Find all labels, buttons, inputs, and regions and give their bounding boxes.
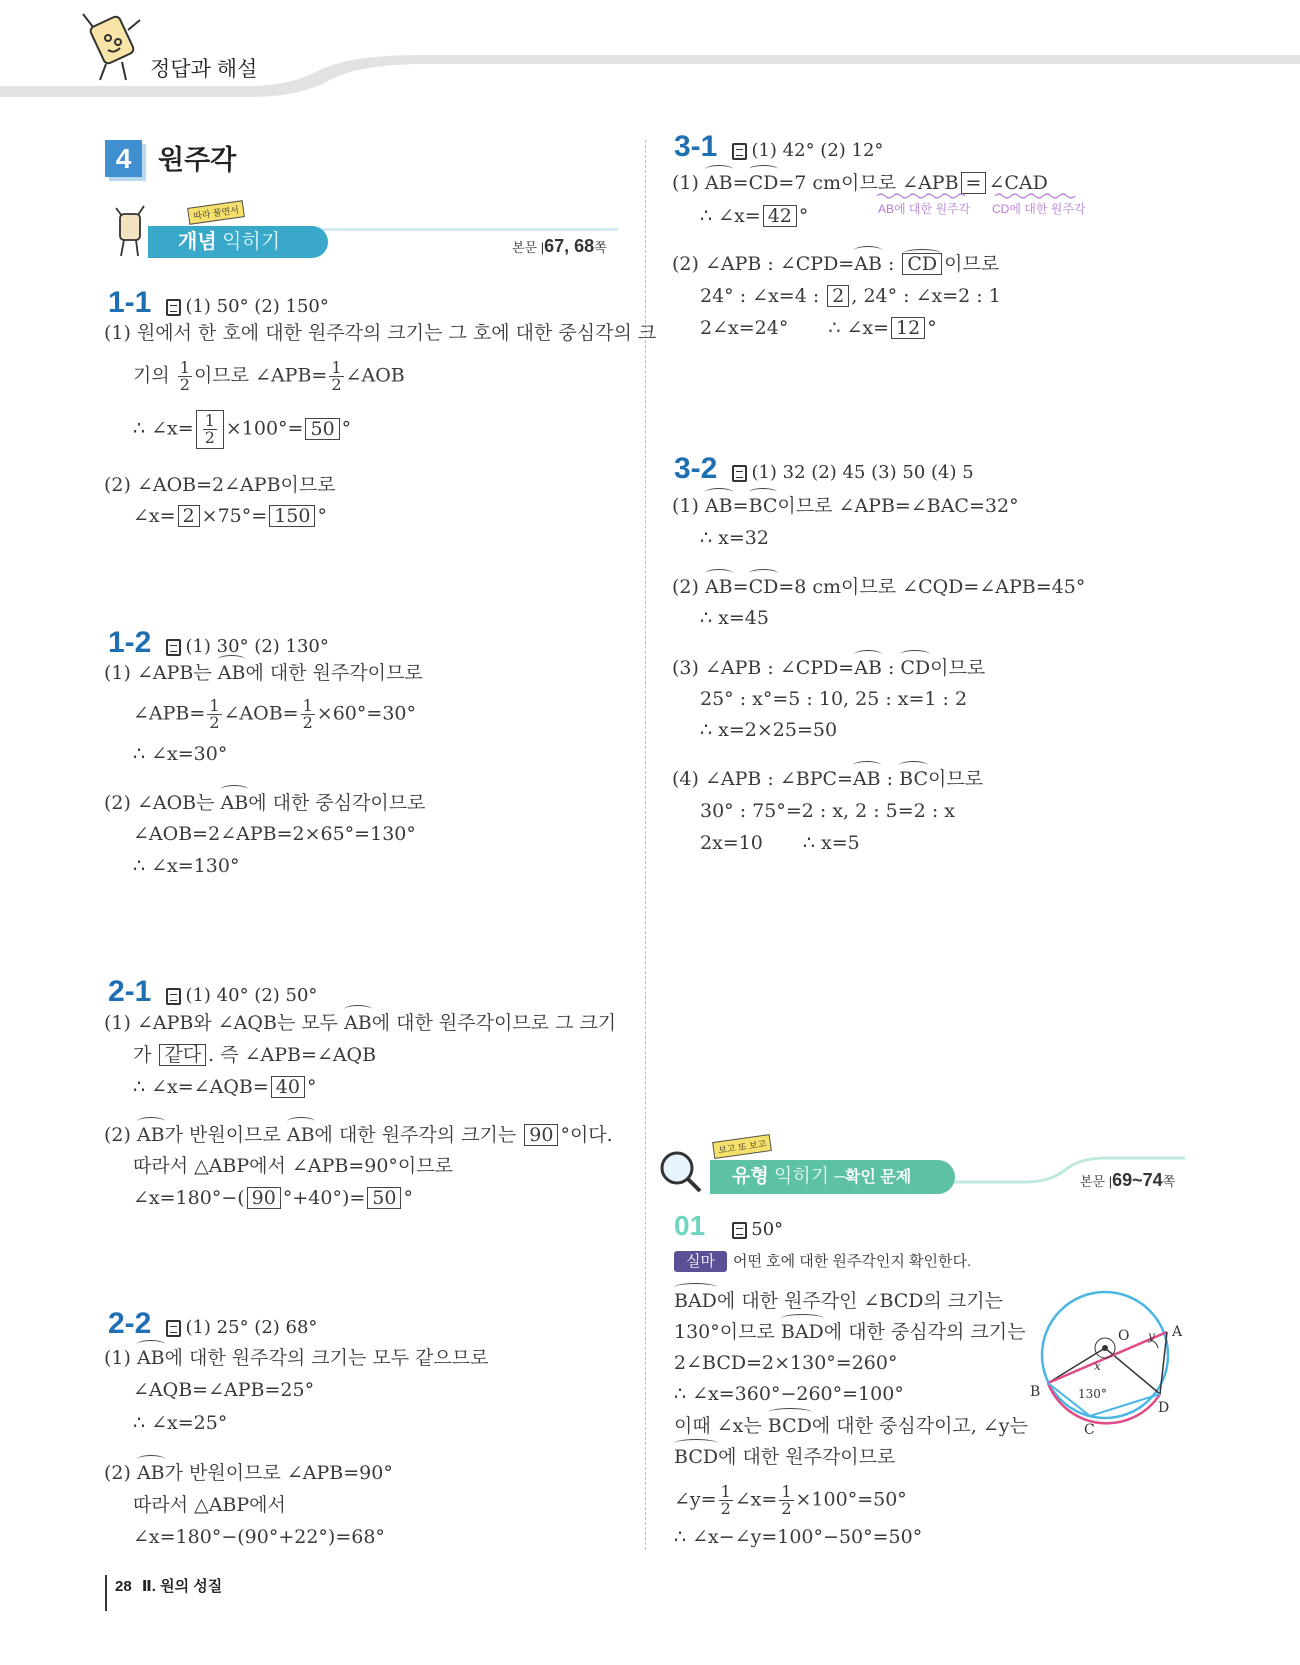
text-line: ∠AQB=∠APB=25° [133, 1379, 315, 1401]
banner-tag: 따라 풀면서 [187, 200, 245, 225]
banner2-ref: 본문 |69~74쪽 [1080, 1170, 1176, 1190]
problem-number: 01 [674, 1210, 706, 1241]
answer-text: (1) 32 (2) 45 (3) 50 (4) 5 [751, 462, 974, 483]
answer-icon [166, 299, 181, 316]
text-line: ∴ ∠x= $\frac{1}{2}$ ×100°= 50 ° [133, 411, 352, 447]
annotation-note: CD에 대한 원주각 [992, 202, 1086, 216]
mascot-icon [78, 2, 148, 82]
section-number-badge: 4 [105, 140, 142, 177]
answer-text: (1) 50° (2) 150° [185, 296, 329, 317]
figure-label: C [1084, 1422, 1095, 1438]
banner1-ref: 본문 |67, 68쪽 [512, 236, 607, 256]
answer-text: (1) 42° (2) 12° [751, 140, 884, 161]
text-line: ∴ x=2×25=50 [700, 719, 838, 741]
text-line: ∠AOB=2∠APB=2×65°=130° [133, 823, 416, 845]
figure-label: D [1158, 1400, 1170, 1416]
text-line: ∴ ∠x=30° [133, 743, 228, 765]
text-line: 이때 ∠x는 BCD에 대한 중심각이고, ∠y는 [674, 1415, 1028, 1437]
answer-text: (1) 25° (2) 68° [185, 1317, 318, 1338]
text-line: (2) ∠AOB는 AB에 대한 중심각이므로 [104, 792, 426, 814]
text-line: 2x=10 ∴ x=5 [700, 832, 860, 854]
text-line: (2) AB=CD=8 cm이므로 ∠CQD=∠APB=45° [672, 576, 1086, 598]
problem-number: 1-1 [108, 286, 152, 319]
page-number: 28 [115, 1578, 132, 1595]
text-line: (1) AB=BC이므로 ∠APB=∠BAC=32° [672, 495, 1019, 517]
text-line: BCD에 대한 원주각이므로 [674, 1446, 896, 1468]
text-line: ∴ x=45 [700, 607, 769, 629]
problem-number: 2-2 [108, 1307, 152, 1340]
tip-text: 어떤 호에 대한 원주각인지 확인한다. [732, 1253, 972, 1270]
text-line: (2) AB가 반원이므로 AB에 대한 원주각의 크기는 90 °이다. [104, 1124, 613, 1146]
text-line: (3) ∠APB : ∠CPD=AB : CD이므로 [672, 657, 986, 679]
text-line: 기의 $\frac{1}{2}$ 이므로 ∠APB= $\frac{1}{2}$ ∠AOB [133, 358, 405, 394]
header-title: 정답과 해설 [150, 58, 258, 81]
text-line: (4) ∠APB : ∠BPC=AB : BC이므로 [672, 768, 984, 790]
circle-figure [1030, 1280, 1200, 1440]
text-line: ∴ ∠x= 42 ° [700, 205, 809, 227]
footer [105, 1575, 222, 1611]
text-line: (1) 원에서 한 호에 대한 원주각의 크기는 그 호에 대한 중심각의 크 [104, 322, 657, 344]
annotation-note: AB에 대한 원주각 [878, 202, 971, 216]
text-line: ∴ ∠x=130° [133, 855, 240, 877]
text-line: (2) AB가 반원이므로 ∠APB=90° [104, 1462, 393, 1484]
figure-label: B [1030, 1384, 1041, 1400]
text-line: ∠x=180°−( 90 °+40°)= 50 ° [133, 1187, 413, 1209]
text-line: ∴ ∠x−∠y=100°−50°=50° [674, 1526, 923, 1548]
answer-text: (1) 40° (2) 50° [185, 985, 318, 1006]
problem-number: 3-2 [674, 452, 718, 485]
text-line: 따라서 △ABP에서 [133, 1494, 286, 1516]
banner-pill: 유형 익히기 –확인 문제 [710, 1160, 955, 1194]
text-line: (1) AB=CD=7 cm이므로 ∠APB = ∠CAD [672, 172, 1048, 194]
header-band [0, 0, 1300, 100]
figure-label: 130° [1078, 1387, 1107, 1401]
chapter-label: Ⅱ. 원의 성질 [141, 1578, 223, 1595]
figure-label: x [1094, 1359, 1101, 1373]
text-line: 가 같다 . 즉 ∠APB=∠AQB [133, 1044, 377, 1066]
section-title: 원주각 [158, 145, 237, 175]
text-line: 30° : 75°=2 : x, 2 : 5=2 : x [700, 800, 955, 822]
answer-icon [732, 143, 747, 160]
banner-pill [148, 226, 328, 258]
column-divider [645, 140, 646, 1550]
figure-label: y [1148, 1329, 1155, 1343]
tip-line [674, 1250, 971, 1271]
text-line: ∠y= $\frac{1}{2}$ ∠x= $\frac{1}{2}$ ×100°=50° [674, 1482, 907, 1518]
text-line: (1) ∠APB는 AB에 대한 원주각이므로 [104, 662, 423, 684]
answer-text: 50° [751, 1219, 784, 1240]
text-line: (1) AB에 대한 원주각의 크기는 모두 같으므로 [104, 1347, 489, 1369]
text-line: 2∠x=24° ∴ ∠x= 12 ° [700, 317, 937, 339]
tip-label: 실마 [674, 1251, 727, 1272]
text-line: ∴ ∠x=25° [133, 1412, 228, 1434]
text-line: ∴ ∠x=∠AQB= 40 ° [133, 1076, 317, 1098]
text-line: (2) ∠AOB=2∠APB이므로 [104, 474, 336, 496]
problem-number: 2-1 [108, 975, 152, 1008]
text-line: ∴ ∠x=360°−260°=100° [674, 1383, 904, 1405]
text-line: 2∠BCD=2×130°=260° [674, 1352, 898, 1374]
answer-icon [732, 1222, 747, 1239]
wavy-underline [875, 192, 1095, 200]
text-line: 130°이므로 BAD에 대한 중심각의 크기는 [674, 1321, 1026, 1343]
text-line: ∴ x=32 [700, 527, 769, 549]
banner-label: 익히기 [222, 231, 281, 253]
mascot-small-icon [108, 200, 148, 260]
answer-icon [166, 639, 181, 656]
answer-text: (1) 30° (2) 130° [185, 636, 329, 657]
figure-label: A [1172, 1324, 1183, 1340]
text-line: 25° : x°=5 : 10, 25 : x=1 : 2 [700, 688, 968, 710]
text-line: (1) ∠APB와 ∠AQB는 모두 AB에 대한 원주각이므로 그 크기 [104, 1012, 617, 1034]
banner-label-bold: 개념 [178, 231, 217, 253]
magnifier-icon [655, 1146, 705, 1196]
text-line: (2) ∠APB : ∠CPD=AB : CD 이므로 [672, 253, 1000, 275]
problem-number: 3-1 [674, 130, 718, 163]
answer-icon [732, 465, 747, 482]
problem-number: 1-2 [108, 626, 152, 659]
text-line: ∠x=180°−(90°+22°)=68° [133, 1526, 385, 1548]
figure-label: O [1118, 1328, 1130, 1344]
text-line: BAD에 대한 원주각인 ∠BCD의 크기는 [674, 1290, 1003, 1312]
answer-icon [166, 1320, 181, 1337]
text-line: 따라서 △ABP에서 ∠APB=90°이므로 [133, 1155, 453, 1177]
answer-icon [166, 988, 181, 1005]
text-line: ∠x= 2 ×75°= 150 ° [133, 505, 327, 527]
header [0, 0, 1300, 100]
banner-tag: 보고 또 보고 [712, 1134, 772, 1159]
text-line: ∠APB= $\frac{1}{2}$ ∠AOB= $\frac{1}{2}$ ×60°=30° [133, 696, 416, 732]
text-line: 24° : ∠x=4 : 2 , 24° : ∠x=2 : 1 [700, 285, 1001, 307]
